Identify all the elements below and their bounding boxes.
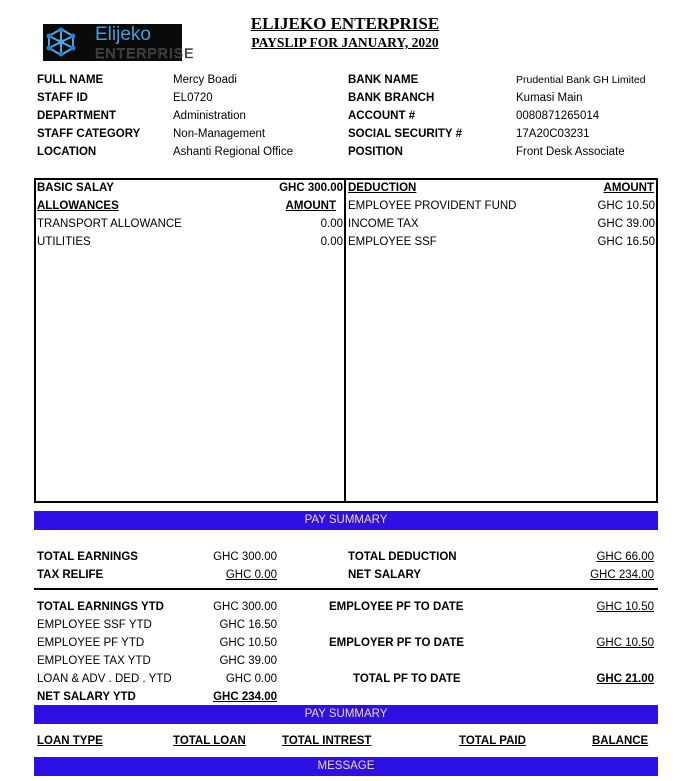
allowance-amount: 0.00 [320,218,343,230]
net-salary-value: GHC 234.00 [590,569,654,581]
total-pf-date-label: TOTAL PF TO DATE [353,673,461,685]
employee-pf-date-value: GHC 10.50 [596,601,654,613]
staff-id-label: STAFF ID [37,92,88,104]
deduction-header: DEDUCTION [348,182,417,194]
full-name-label: FULL NAME [37,74,104,86]
department-label: DEPARTMENT [37,110,117,122]
loan-ytd-value: GHC 0.00 [225,673,277,685]
employer-pf-date-label: EMPLOYER PF TO DATE [329,637,465,649]
allowance-name: UTILITIES [37,236,91,248]
loan-ytd-label: LOAN & ADV . DED . YTD [37,673,172,685]
payslip-period: PAYSLIP FOR JANUARY, 2020 [251,35,439,50]
total-interest-header: TOTAL INTREST [282,735,372,747]
loan-type-header: LOAN TYPE [37,735,103,747]
deduction-amount: GHC 10.50 [597,200,655,212]
total-loan-header: TOTAL LOAN [173,735,246,747]
total-deduction-value: GHC 66.00 [596,551,654,563]
deduction-amount: GHC 39.00 [597,218,655,230]
pf-ytd-value: GHC 10.50 [219,637,277,649]
deduction-amount: GHC 16.50 [597,236,655,248]
account-value: 0080871265014 [516,110,600,122]
position-value: Front Desk Associate [516,146,625,158]
tax-ytd-label: EMPLOYEE TAX YTD [37,655,151,667]
deduction-name: EMPLOYEE SSF [348,236,437,248]
location-value: Ashanti Regional Office [173,146,293,158]
staff-id-value: EL0720 [173,92,213,104]
bank-branch-value: Kumasi Main [516,92,583,104]
social-security-value: 17A20C03231 [516,128,590,140]
employer-pf-date-value: GHC 10.50 [596,637,654,649]
allowance-name: TRANSPORT ALLOWANCE [37,218,182,230]
tax-relief-label: TAX RELIFE [37,569,104,581]
bank-name-value: Prudential Bank GH Limited [516,74,646,86]
net-salary-ytd-value: GHC 234.00 [213,691,277,703]
deduction-amount-header: AMOUNT [603,182,654,194]
total-earnings-value: GHC 300.00 [213,551,277,563]
pay-summary-bar: PAY SUMMARY [34,511,658,530]
allowance-amount: 0.00 [320,236,343,248]
full-name-value: Mercy Boadi [173,74,237,86]
pay-summary-bar-2: PAY SUMMARY [34,705,658,724]
allowances-amount-header: AMOUNT [285,200,336,212]
social-security-label: SOCIAL SECURITY # [348,128,462,140]
basic-salary-amount: GHC 300.00 [279,182,343,194]
message-bar: MESSAGE [34,757,658,776]
staff-category-value: Non-Management [173,128,266,140]
total-earnings-ytd-value: GHC 300.00 [213,601,277,613]
panel-divider [344,178,346,503]
total-paid-header: TOTAL PAID [459,735,526,747]
deduction-name: EMPLOYEE PROVIDENT FUND [348,200,517,212]
position-label: POSITION [348,146,403,158]
bank-branch-label: BANK BRANCH [348,92,435,104]
total-earnings-label: TOTAL EARNINGS [37,551,138,563]
summary-divider [34,588,658,590]
total-deduction-label: TOTAL DEDUCTION [348,551,457,563]
pf-ytd-label: EMPLOYEE PF YTD [37,637,145,649]
tax-relief-value: GHC 0.00 [225,569,277,581]
location-label: LOCATION [37,146,97,158]
basic-salary-label: BASIC SALAY [37,182,114,194]
total-earnings-ytd-label: TOTAL EARNINGS YTD [37,601,164,613]
net-salary-ytd-label: NET SALARY YTD [37,691,136,703]
net-salary-label: NET SALARY [348,569,422,581]
logo-name: Elijeko [95,24,151,45]
department-value: Administration [173,110,246,122]
tax-ytd-value: GHC 39.00 [219,655,277,667]
logo-subtitle: ENTERPRISE [95,45,195,61]
employee-pf-date-label: EMPLOYEE PF TO DATE [329,601,464,613]
bank-name-label: BANK NAME [348,74,419,86]
company-title: ELIJEKO ENTERPRISE [250,14,440,33]
ssf-ytd-value: GHC 16.50 [219,619,277,631]
staff-category-label: STAFF CATEGORY [37,128,141,140]
allowances-header: ALLOWANCES [37,200,119,212]
ssf-ytd-label: EMPLOYEE SSF YTD [37,619,152,631]
account-label: ACCOUNT # [348,110,416,122]
deduction-name: INCOME TAX [348,218,419,230]
balance-header: BALANCE [592,735,649,747]
total-pf-date-value: GHC 21.00 [596,673,654,685]
